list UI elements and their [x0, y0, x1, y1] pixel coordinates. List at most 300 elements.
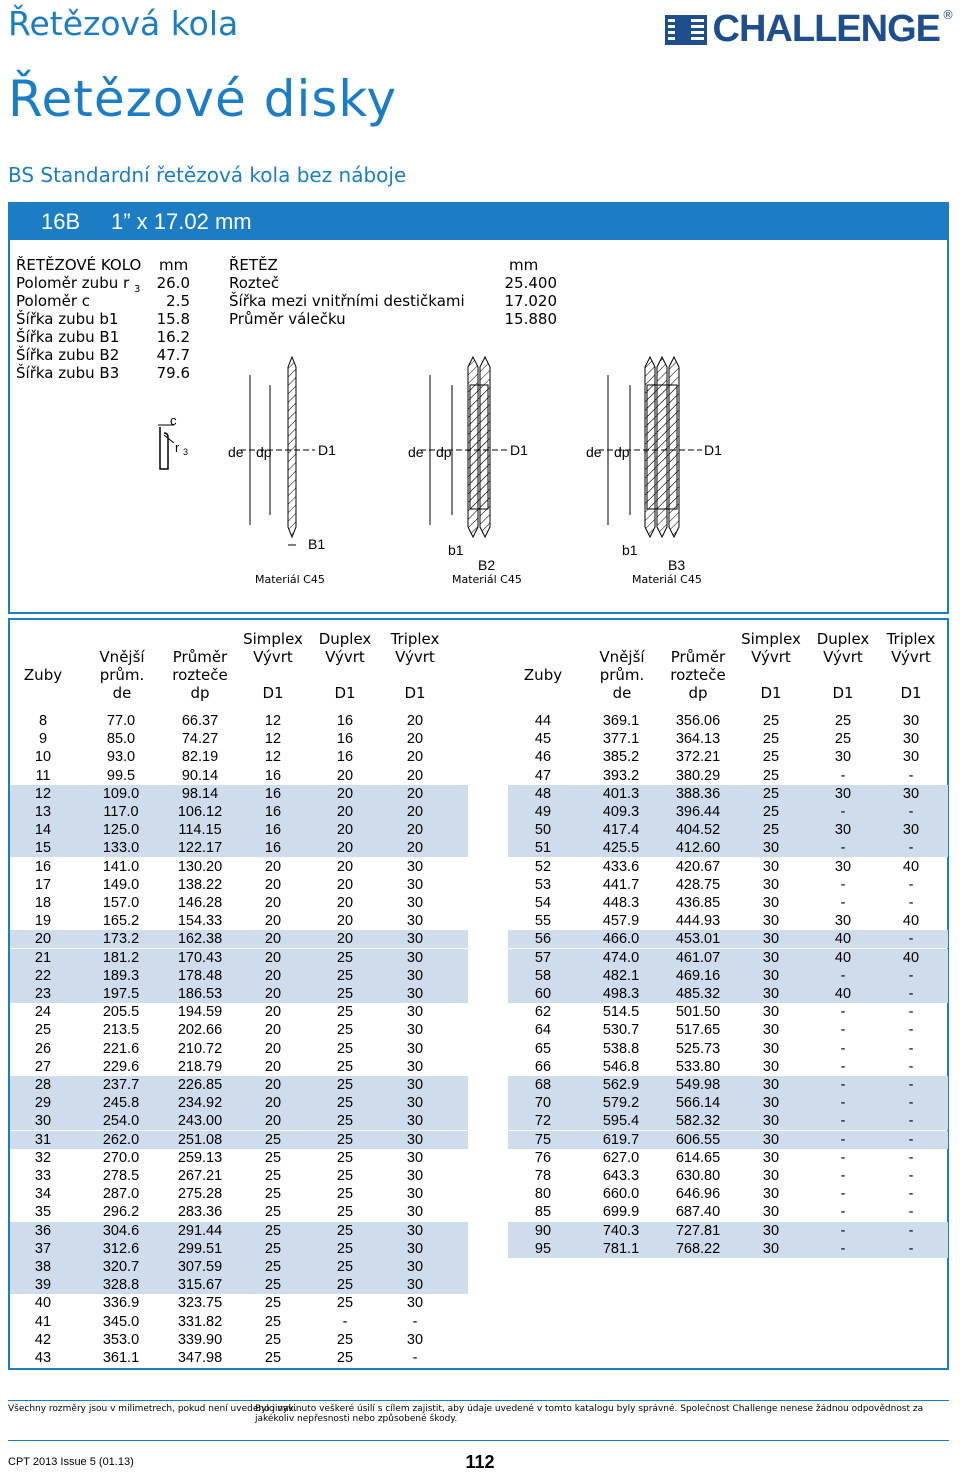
table-cell: 530.7 [602, 1022, 640, 1039]
table-cell: 70 [534, 1095, 552, 1112]
table-row [10, 730, 468, 748]
col-outer-1: Vnější [99, 648, 145, 666]
table-cell: 165.2 [102, 913, 140, 930]
table-cell: 25 [264, 1204, 282, 1221]
table-cell: 39 [34, 1277, 52, 1294]
table-cell: 25 [336, 1040, 354, 1057]
col-pitch-3: dp [190, 684, 210, 702]
table-row [10, 767, 468, 785]
table-cell: 768.22 [675, 1240, 721, 1257]
table-row [508, 912, 948, 930]
table-row [508, 1167, 948, 1185]
footer-divider [8, 1400, 949, 1401]
chain-spec-label: Šířka mezi vnitřními destičkami [229, 292, 465, 310]
chain-code: 16B [41, 209, 81, 234]
label-de: de [408, 444, 424, 460]
table-cell: 117.0 [103, 804, 139, 820]
table-row [508, 1149, 948, 1167]
table-left [10, 620, 470, 1368]
table-cell: 25 [336, 1058, 354, 1075]
table-cell: 218.79 [177, 1058, 223, 1075]
table-cell: 404.52 [675, 822, 721, 839]
table-cell: 85.0 [106, 731, 136, 748]
table-cell: 30 [406, 1277, 424, 1294]
table-cell: 606.55 [675, 1131, 721, 1148]
table-cell: 364.13 [675, 731, 721, 748]
table-row [10, 930, 468, 948]
table-cell: 18 [34, 895, 52, 911]
table-cell: 30 [762, 1077, 780, 1093]
table-row [508, 949, 948, 967]
table-cell: 98.14 [181, 785, 219, 802]
duplex-sprocket [408, 357, 528, 586]
table-cell: 20 [336, 876, 354, 893]
table-cell: 627.0 [602, 1149, 640, 1166]
table-cell: 14 [34, 822, 52, 839]
table-row [508, 1094, 948, 1112]
wheel-spec-label: Šířka zubu b1 [16, 310, 119, 328]
table-cell: - [908, 1222, 914, 1239]
table-cell: 20 [336, 913, 354, 930]
table-cell: - [908, 931, 914, 948]
table-row [508, 1003, 948, 1021]
table-cell: 30 [834, 785, 852, 802]
table-cell: 25 [762, 713, 780, 729]
table-cell: 595.4 [602, 1113, 640, 1130]
table-row [508, 839, 948, 857]
table-cell: 24 [34, 1004, 52, 1021]
table-cell: 30 [902, 749, 920, 766]
table-cell: 562.9 [602, 1077, 640, 1093]
table-row [10, 1240, 468, 1258]
col-triplex: Triplex [886, 630, 936, 648]
label-dp: dp [614, 444, 630, 460]
table-cell: 40 [34, 1295, 52, 1312]
table-cell: - [908, 1022, 914, 1039]
table-cell: 46 [534, 749, 552, 766]
table-cell: 30 [902, 731, 920, 748]
table-cell: 181.2 [102, 949, 140, 966]
table-row [508, 1058, 948, 1076]
table-cell: 8 [38, 713, 48, 729]
table-row [508, 967, 948, 985]
label-c: c [170, 413, 177, 428]
table-cell: - [840, 1131, 846, 1148]
table-row [10, 949, 468, 967]
table-row [508, 1203, 948, 1221]
table-cell: 546.8 [602, 1058, 640, 1075]
table-cell: 226.85 [177, 1077, 223, 1093]
table-cell: 20 [264, 986, 282, 1002]
table-row [10, 876, 468, 894]
table-cell: 40 [834, 986, 852, 1002]
sprocket-diagram [140, 355, 940, 595]
wheel-spec-value: 2.5 [166, 292, 190, 310]
table-row [508, 748, 948, 766]
table-cell: 417.4 [602, 822, 640, 839]
table-cell: - [840, 1058, 846, 1075]
simplex-sprocket [228, 357, 336, 586]
table-row [10, 1222, 468, 1240]
table-cell: - [840, 1113, 846, 1130]
table-cell: 25 [834, 713, 852, 729]
table-cell: 25 [264, 1240, 282, 1257]
table-cell: 25 [336, 1259, 354, 1275]
table-cell: 12 [264, 749, 282, 766]
table-cell: 30 [406, 1149, 424, 1166]
table-cell: 304.6 [102, 1222, 140, 1239]
label-dp: dp [256, 444, 272, 460]
table-row [10, 785, 468, 803]
col-simplex-d1: D1 [760, 684, 782, 702]
table-row [10, 1149, 468, 1167]
table-cell: 660.0 [602, 1186, 640, 1203]
table-cell: 278.5 [102, 1168, 140, 1184]
page-number: 112 [465, 1452, 495, 1472]
table-cell: 25 [264, 1259, 282, 1275]
table-row [10, 985, 468, 1003]
table-cell: 501.50 [675, 1004, 721, 1021]
table-cell: 54 [534, 895, 552, 911]
table-row [10, 821, 468, 839]
table-cell: 74.27 [181, 731, 219, 748]
table-cell: 75 [534, 1131, 552, 1148]
table-cell: 68 [534, 1077, 552, 1093]
table-cell: 66.37 [181, 713, 219, 729]
table-cell: 25 [264, 1149, 282, 1166]
table-row [10, 1003, 468, 1021]
table-row [508, 1185, 948, 1203]
logo-text: CHALLENGE [712, 8, 940, 50]
table-cell: 11 [35, 767, 51, 784]
table-cell: 25 [264, 1168, 282, 1184]
table-cell: - [840, 1077, 846, 1093]
footer-divider [8, 1440, 949, 1441]
label-b1: b1 [448, 542, 464, 558]
table-cell: - [908, 804, 914, 820]
label-B3: B3 [668, 557, 686, 573]
table-cell: 34 [34, 1186, 52, 1203]
table-cell: - [908, 876, 914, 893]
table-row [508, 876, 948, 894]
table-cell: 80 [534, 1186, 552, 1203]
table-row [508, 894, 948, 912]
table-cell: 25 [762, 785, 780, 802]
table-cell: 20 [264, 1004, 282, 1021]
table-row [508, 785, 948, 803]
table-cell: 25 [336, 1077, 354, 1093]
table-cell: 12 [264, 731, 282, 748]
table-cell: 20 [406, 804, 424, 820]
table-cell: - [840, 895, 846, 911]
label-de: de [586, 444, 602, 460]
table-cell: 353.0 [102, 1331, 140, 1348]
table-cell: 16 [336, 713, 354, 729]
table-cell: 99.5 [106, 767, 136, 784]
table-cell: 307.59 [177, 1259, 223, 1275]
table-cell: 146.28 [177, 895, 223, 911]
table-cell: 385.2 [602, 749, 640, 766]
table-cell: 538.8 [602, 1040, 640, 1057]
table-cell: 25 [834, 731, 852, 748]
table-cell: 16 [336, 731, 354, 748]
table-cell: 30 [762, 1168, 780, 1184]
table-cell: - [840, 804, 846, 820]
table-cell: 42 [34, 1331, 52, 1348]
table-cell: 457.9 [602, 913, 640, 930]
table-cell: 30 [762, 949, 780, 966]
sprocket-table [8, 618, 949, 1370]
table-cell: 234.92 [177, 1095, 223, 1112]
page-subtitle: BS Standardní řetězová kola bez náboje [8, 163, 407, 187]
table-row [10, 1058, 468, 1076]
table-cell: 20 [336, 804, 354, 820]
table-cell: 20 [406, 785, 424, 802]
table-cell: 55 [534, 913, 552, 930]
table-cell: 106.12 [177, 804, 223, 820]
table-cell: 25 [336, 949, 354, 966]
table-cell: 425.5 [602, 840, 640, 857]
chain-spec [229, 256, 569, 336]
table-cell: 114.15 [178, 822, 222, 839]
table-cell: 72 [534, 1113, 552, 1130]
table-row [10, 1112, 468, 1130]
table-cell: 287.0 [102, 1186, 140, 1203]
footer-note-units: Všechny rozměry jsou v milimetrech, pokud není uvedeno jinak. [8, 1404, 297, 1414]
table-cell: 17 [34, 876, 52, 893]
table-cell: 109.0 [102, 785, 140, 802]
table-cell: 436.85 [675, 895, 721, 911]
table-cell: 25 [336, 1095, 354, 1112]
table-cell: 25 [336, 1331, 354, 1348]
table-cell: 16 [34, 858, 52, 875]
table-cell: 186.53 [177, 986, 223, 1002]
table-cell: 291.44 [177, 1222, 223, 1239]
table-cell: - [840, 767, 846, 784]
table-cell: 25 [762, 804, 780, 820]
table-cell: 30 [762, 967, 780, 984]
table-cell: 369.1 [602, 713, 640, 729]
table-cell: 30 [762, 1058, 780, 1075]
table-cell: 93.0 [106, 749, 136, 766]
table-cell: 29 [34, 1095, 52, 1112]
col-outer-3: de [112, 684, 132, 702]
table-cell: 173.2 [102, 931, 140, 948]
table-cell: 25 [762, 749, 780, 766]
table-cell: 448.3 [602, 895, 640, 911]
table-cell: 25 [34, 1022, 52, 1039]
table-cell: 30 [406, 858, 424, 875]
table-cell: 614.65 [675, 1149, 721, 1166]
wheel-spec-unit: mm [159, 256, 189, 274]
table-cell: 122.17 [177, 840, 223, 857]
table-cell: 35 [34, 1204, 52, 1221]
table-cell: 30 [406, 876, 424, 893]
table-cell: 428.75 [675, 876, 721, 893]
table-cell: 20 [406, 822, 424, 839]
table-cell: - [840, 1204, 846, 1221]
table-cell: 16 [336, 749, 354, 766]
table-cell: 40 [902, 949, 920, 966]
chain-spec-label: Průměr válečku [229, 310, 346, 328]
table-cell: 30 [762, 1022, 780, 1039]
col-duplex: Duplex [318, 630, 372, 648]
table-cell: - [908, 1204, 914, 1221]
table-cell: 30 [406, 1240, 424, 1257]
section-category: Řetězová kola [8, 4, 239, 43]
table-cell: 312.6 [102, 1240, 140, 1257]
col-triplex-d1: D1 [900, 684, 922, 702]
table-cell: 138.22 [177, 876, 223, 893]
col-duplex-d1: D1 [832, 684, 854, 702]
table-cell: 57 [534, 949, 552, 966]
table-cell: 30 [762, 1222, 780, 1239]
table-cell: 194.59 [177, 1004, 223, 1021]
table-cell: 377.1 [602, 731, 640, 748]
col-simplex: Simplex [741, 630, 801, 648]
table-cell: 58 [534, 967, 552, 984]
table-cell: 21 [34, 949, 52, 966]
table-cell: 30 [406, 1259, 424, 1275]
table-cell: 30 [902, 822, 920, 839]
col-pitch-2: rozteče [670, 666, 726, 684]
table-cell: 16 [264, 785, 282, 802]
table-cell: 30 [834, 858, 852, 875]
table-cell: 30 [406, 1204, 424, 1221]
table-cell: 20 [264, 895, 282, 911]
table-cell: 205.5 [102, 1004, 140, 1021]
table-cell: 30 [406, 1113, 424, 1130]
table-cell: 40 [834, 931, 852, 948]
col-pitch-1: Průměr [172, 648, 228, 666]
table-cell: 178.48 [177, 967, 223, 984]
table-cell: 345.0 [102, 1313, 140, 1330]
table-cell: 20 [336, 822, 354, 839]
table-row [508, 930, 948, 948]
table-cell: 20 [406, 749, 424, 766]
table-cell: 30 [762, 1004, 780, 1021]
table-cell: 64 [534, 1022, 552, 1039]
table-cell: 30 [762, 876, 780, 893]
table-cell: 251.08 [177, 1131, 223, 1148]
table-cell: 25 [336, 1004, 354, 1021]
wheel-spec-label: Šířka zubu B3 [16, 364, 120, 382]
table-cell: 356.06 [675, 713, 721, 729]
table-cell: 525.73 [675, 1040, 721, 1057]
table-cell: 189.3 [102, 967, 140, 984]
tooth-profile [158, 413, 188, 469]
col-triplex-d1: D1 [404, 684, 426, 702]
col-triplex: Triplex [390, 630, 440, 648]
table-cell: 30 [406, 1095, 424, 1112]
table-cell: - [840, 1240, 846, 1257]
wheel-spec-label: Šířka zubu B2 [16, 346, 120, 364]
page-title: Řetězové disky [8, 70, 398, 128]
table-cell: - [840, 840, 846, 857]
table-cell: 41 [34, 1313, 52, 1330]
table-row [508, 712, 948, 730]
table-cell: 517.65 [675, 1022, 721, 1039]
table-cell: 76 [534, 1149, 552, 1166]
table-cell: 50 [534, 822, 552, 839]
chain-size: 1” x 17.02 mm [111, 209, 252, 234]
wheel-spec-heading: ŘETĚZOVÉ KOLO [16, 256, 142, 274]
table-cell: 25 [264, 1186, 282, 1203]
table-row [10, 1258, 468, 1276]
table-row [10, 1021, 468, 1039]
chain-spec-unit: mm [509, 256, 539, 274]
table-cell: 30 [834, 822, 852, 839]
table-cell: 30 [406, 986, 424, 1002]
table-cell: 30 [762, 931, 780, 948]
challenge-logo [665, 8, 954, 51]
table-cell: 25 [336, 1295, 354, 1312]
table-cell: 30 [762, 840, 780, 857]
table-row [508, 1021, 948, 1039]
table-row [10, 1276, 468, 1294]
table-cell: - [908, 1040, 914, 1057]
table-cell: 16 [264, 840, 282, 857]
label-B2: B2 [478, 557, 496, 573]
table-cell: 30 [834, 749, 852, 766]
table-cell: 299.51 [177, 1240, 223, 1257]
table-cell: 25 [336, 1168, 354, 1184]
wheel-spec-value: 47.7 [156, 346, 190, 364]
table-cell: 133.0 [102, 840, 140, 857]
table-cell: 25 [336, 1149, 354, 1166]
table-cell: 9 [38, 731, 48, 748]
table-cell: 30 [762, 1240, 780, 1257]
table-cell: 466.0 [602, 931, 640, 948]
table-row [10, 803, 468, 821]
table-cell: - [840, 1022, 846, 1039]
col-teeth: Zuby [23, 666, 63, 684]
table-cell: 202.66 [177, 1022, 223, 1039]
table-cell: 30 [406, 1022, 424, 1039]
table-cell: 482.1 [602, 967, 640, 984]
triplex-sprocket [586, 357, 722, 586]
table-cell: 25 [336, 1186, 354, 1203]
table-cell: 409.3 [602, 804, 640, 820]
table-cell: 25 [762, 767, 780, 784]
table-cell: 20 [406, 767, 424, 784]
table-cell: 401.3 [602, 785, 640, 802]
table-cell: - [840, 1222, 846, 1239]
col-duplex-bore: Vývrt [325, 648, 365, 666]
col-simplex: Simplex [243, 630, 303, 648]
table-row [10, 748, 468, 766]
table-cell: 20 [406, 731, 424, 748]
table-cell: 20 [406, 713, 424, 729]
table-cell: 49 [534, 804, 552, 820]
table-cell: 323.75 [177, 1295, 223, 1312]
table-cell: 30 [762, 1131, 780, 1148]
table-cell: 12 [34, 785, 52, 802]
table-cell: 30 [762, 986, 780, 1002]
table-cell: - [908, 1113, 914, 1130]
table-cell: 16 [264, 822, 282, 839]
table-cell: 25 [264, 1331, 282, 1348]
table-cell: 740.3 [602, 1222, 640, 1239]
table-cell: 22 [34, 967, 52, 984]
table-cell: 20 [264, 1113, 282, 1130]
table-cell: 27 [34, 1058, 52, 1075]
table-header [508, 620, 948, 706]
table-cell: 85 [534, 1204, 552, 1221]
table-cell: - [908, 1004, 914, 1021]
table-cell: 37 [34, 1240, 52, 1257]
table-cell: 25 [762, 822, 780, 839]
